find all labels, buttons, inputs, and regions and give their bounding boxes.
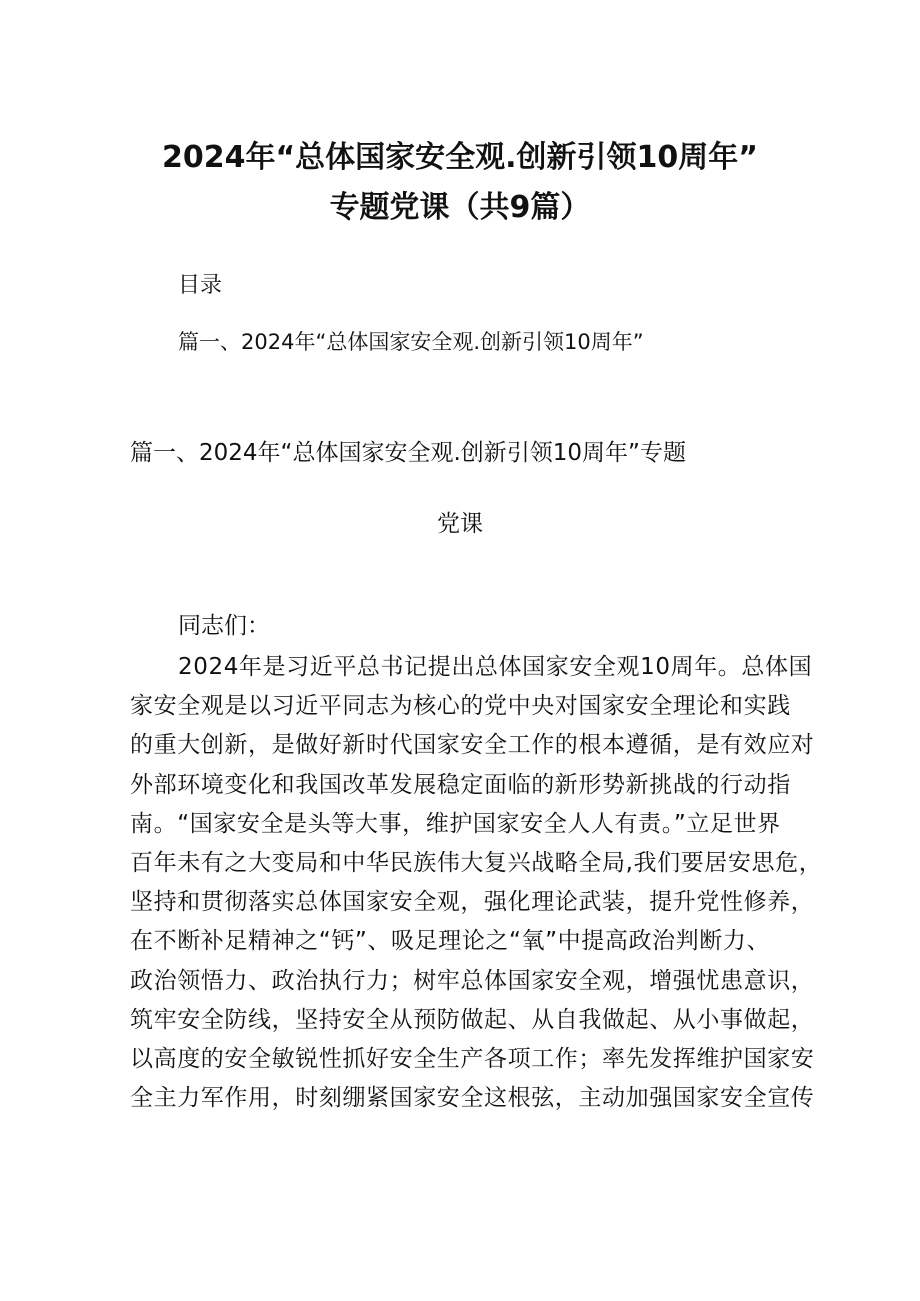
body-line: 全主力军作用，时刻绷紧国家安全这根弦，主动加强国家安全宣传 [130, 1085, 815, 1112]
body-line: 筑牢安全防线，坚持安全从预防做起、从自我做起、从小事做起， [130, 1006, 815, 1033]
document-title-line-1: 2024年“总体国家安全观.创新引领10周年” [161, 140, 759, 175]
salutation: 同志们： [178, 613, 270, 639]
body-line: 政治领悟力、政治执行力；树牢总体国家安全观，增强忧患意识， [130, 967, 815, 994]
body-line: 家安全观是以习近平同志为核心的党中央对国家安全理论和实践 [130, 693, 791, 720]
body-line: 百年未有之大变局和中华民族伟大复兴战略全局,我们要居安思危， [130, 849, 823, 876]
body-line: 坚持和贯彻落实总体国家安全观，强化理论武装，提升党性修养， [130, 889, 815, 916]
section-heading-continuation: 党课 [437, 511, 483, 537]
body-line: 的重大创新，是做好新时代国家安全工作的根本遵循，是有效应对 [130, 732, 815, 759]
document-title-line-2: 专题党课（共9篇） [329, 190, 591, 225]
section-heading: 篇一、2024年“总体国家安全观.创新引领10周年”专题 [130, 440, 686, 466]
body-line: 以高度的安全敏锐性抓好安全生产各项工作；率先发挥维护国家安 [130, 1045, 815, 1072]
body-line: 2024年是习近平总书记提出总体国家安全观10周年。总体国 [178, 654, 813, 680]
body-line: 南。“国家安全是头等大事，维护国家安全人人有责。”立足世界 [130, 810, 781, 837]
toc-heading: 目录 [178, 273, 223, 298]
body-line: 在不断补足精神之“钙”、吸足理论之“氧”中提高政治判断力、 [130, 928, 771, 955]
toc-item: 篇一、2024年“总体国家安全观.创新引领10周年” [178, 330, 644, 354]
body-line: 外部环境变化和我国改革发展稳定面临的新形势新挑战的行动指 [130, 771, 791, 798]
body-paragraph [130, 648, 823, 1118]
